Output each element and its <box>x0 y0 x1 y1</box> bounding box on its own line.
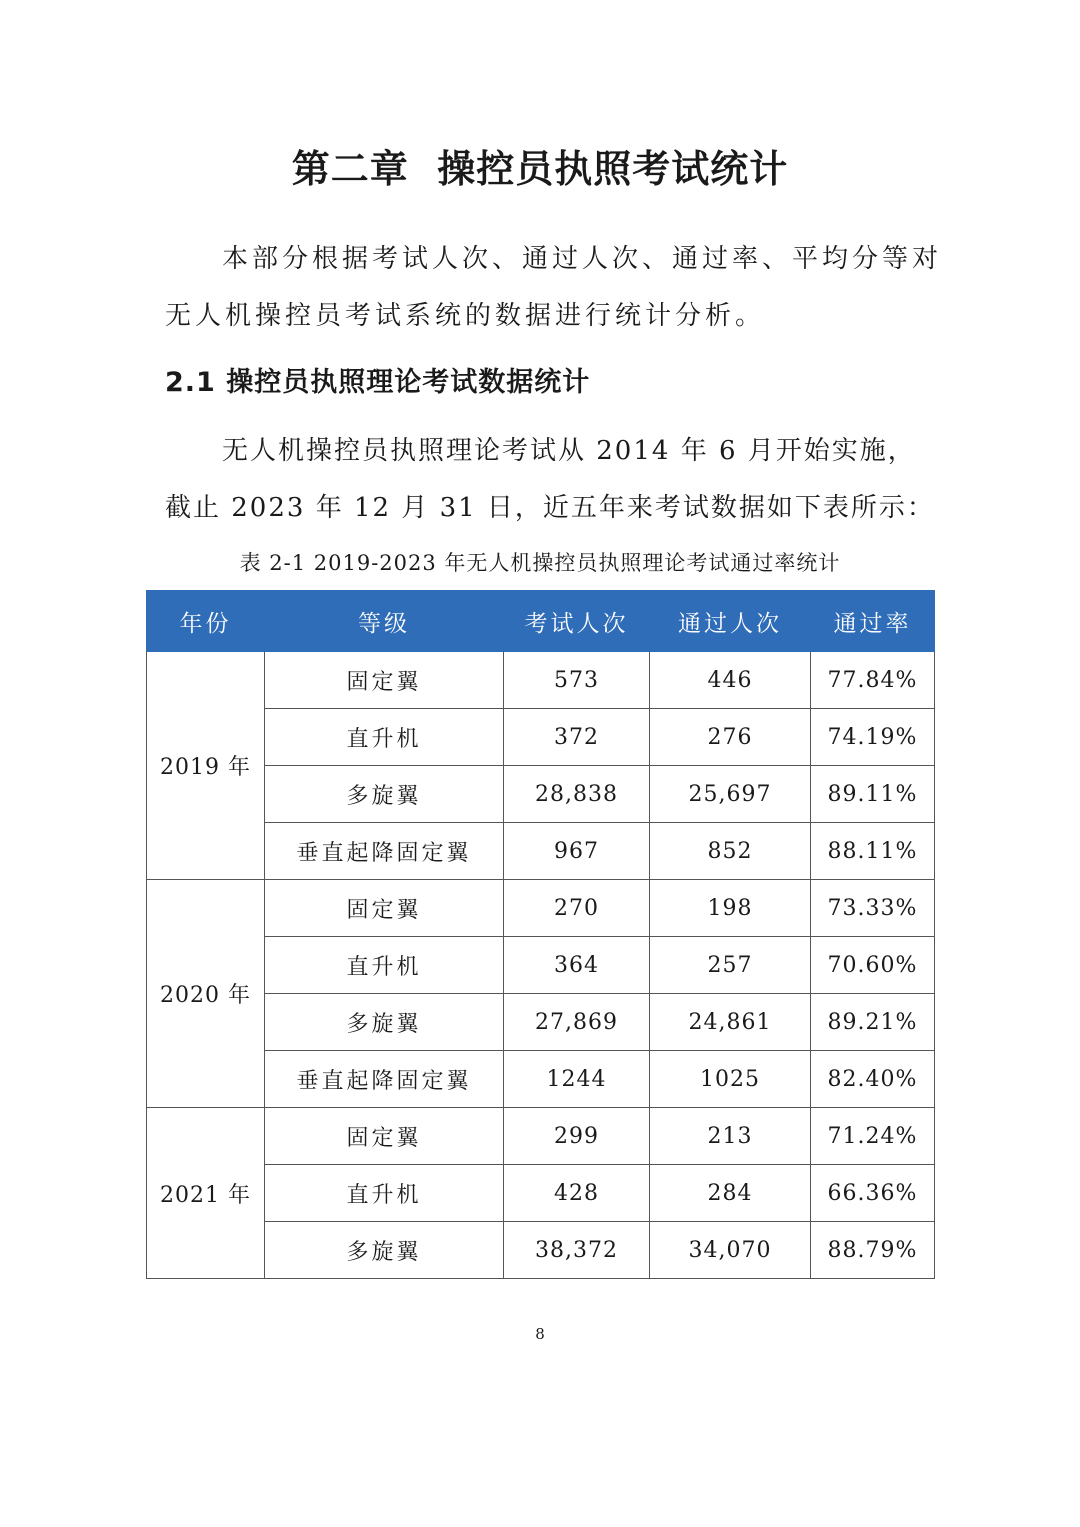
exams-cell: 28,838 <box>504 766 650 823</box>
level-cell: 直升机 <box>265 1165 504 1222</box>
exams-cell: 372 <box>504 709 650 766</box>
header-passes: 通过人次 <box>650 591 811 652</box>
rate-cell: 88.79% <box>811 1222 935 1279</box>
level-cell: 固定翼 <box>265 652 504 709</box>
level-cell: 多旋翼 <box>265 1222 504 1279</box>
intro-paragraph-line-2: 无人机操控员考试系统的数据进行统计分析。 <box>165 301 766 331</box>
header-rate: 通过率 <box>811 591 935 652</box>
section-paragraph-line-2: 截止 2023 年 12 月 31 日，近五年来考试数据如下表所示： <box>165 493 935 523</box>
page-number: 8 <box>535 1325 545 1343</box>
rate-cell: 74.19% <box>811 709 935 766</box>
passes-cell: 198 <box>650 880 811 937</box>
intro-paragraph-line-1: 本部分根据考试人次、通过人次、通过率、平均分等对 <box>222 244 943 274</box>
exams-cell: 428 <box>504 1165 650 1222</box>
passes-cell: 34,070 <box>650 1222 811 1279</box>
exams-cell: 364 <box>504 937 650 994</box>
rate-cell: 70.60% <box>811 937 935 994</box>
level-cell: 垂直起降固定翼 <box>265 823 504 880</box>
rate-cell: 73.33% <box>811 880 935 937</box>
table-row <box>147 994 935 1051</box>
rate-cell: 71.24% <box>811 1108 935 1165</box>
header-year: 年份 <box>147 591 265 652</box>
exams-cell: 967 <box>504 823 650 880</box>
rate-cell: 82.40% <box>811 1051 935 1108</box>
level-cell: 直升机 <box>265 709 504 766</box>
table-row <box>147 1051 935 1108</box>
level-cell: 固定翼 <box>265 1108 504 1165</box>
level-cell: 直升机 <box>265 937 504 994</box>
exams-cell: 573 <box>504 652 650 709</box>
table-row <box>147 1222 935 1279</box>
passes-cell: 446 <box>650 652 811 709</box>
exams-cell: 270 <box>504 880 650 937</box>
table-row <box>147 766 935 823</box>
section-paragraph-line-1: 无人机操控员执照理论考试从 2014 年 6 月开始实施， <box>222 436 916 466</box>
year-cell: 2020 年 <box>147 880 265 1108</box>
table-header-row <box>147 591 935 652</box>
rate-cell: 66.36% <box>811 1165 935 1222</box>
table-row <box>147 709 935 766</box>
exams-cell: 1244 <box>504 1051 650 1108</box>
header-level: 等级 <box>265 591 504 652</box>
exams-cell: 38,372 <box>504 1222 650 1279</box>
passes-cell: 852 <box>650 823 811 880</box>
passes-cell: 1025 <box>650 1051 811 1108</box>
chapter-title: 第二章 操控员执照考试统计 <box>291 147 789 191</box>
table-row <box>147 1108 935 1165</box>
level-cell: 多旋翼 <box>265 766 504 823</box>
table-row <box>147 937 935 994</box>
table-caption: 表 2-1 2019-2023 年无人机操控员执照理论考试通过率统计 <box>239 551 841 575</box>
rate-cell: 77.84% <box>811 652 935 709</box>
exams-cell: 27,869 <box>504 994 650 1051</box>
table-row <box>147 880 935 937</box>
table-body <box>147 652 935 1279</box>
year-cell: 2021 年 <box>147 1108 265 1279</box>
rate-cell: 88.11% <box>811 823 935 880</box>
table-row <box>147 1165 935 1222</box>
rate-cell: 89.11% <box>811 766 935 823</box>
header-exams: 考试人次 <box>504 591 650 652</box>
passes-cell: 213 <box>650 1108 811 1165</box>
passes-cell: 257 <box>650 937 811 994</box>
passes-cell: 24,861 <box>650 994 811 1051</box>
year-cell: 2019 年 <box>147 652 265 880</box>
level-cell: 固定翼 <box>265 880 504 937</box>
level-cell: 多旋翼 <box>265 994 504 1051</box>
passes-cell: 276 <box>650 709 811 766</box>
level-cell: 垂直起降固定翼 <box>265 1051 504 1108</box>
passes-cell: 284 <box>650 1165 811 1222</box>
rate-cell: 89.21% <box>811 994 935 1051</box>
table-row <box>147 823 935 880</box>
section-title: 2.1 操控员执照理论考试数据统计 <box>165 367 591 398</box>
pass-rate-table <box>146 590 935 1279</box>
exams-cell: 299 <box>504 1108 650 1165</box>
passes-cell: 25,697 <box>650 766 811 823</box>
table-row <box>147 652 935 709</box>
